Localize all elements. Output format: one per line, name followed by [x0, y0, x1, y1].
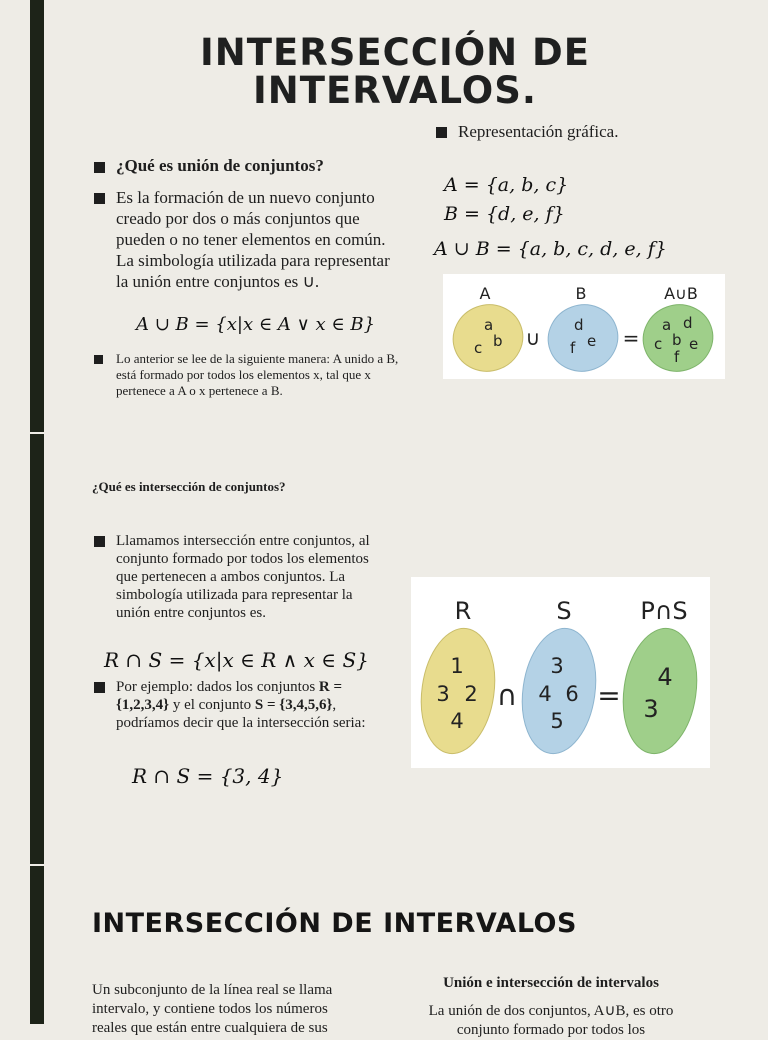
intersection-question: ¿Qué es intersección de conjuntos? — [92, 479, 286, 494]
element: a — [662, 316, 672, 334]
element: 6 — [565, 682, 579, 706]
element: b — [672, 331, 682, 349]
label-r: R — [454, 597, 472, 625]
element: d — [683, 314, 693, 332]
element: e — [689, 335, 699, 353]
bullet-icon — [94, 355, 103, 364]
bullet-icon — [94, 536, 105, 547]
intersection-definition: Llamamos intersección entre conjuntos, al conjunto formado por todos los elementos que pertenecen a ambos conjuntos. La simbología utilizada para representar la unión entre conjuntos es. — [116, 533, 370, 621]
element: 4 — [450, 709, 464, 733]
label-s: S — [556, 597, 572, 625]
bullet-icon — [94, 162, 105, 173]
element: c — [474, 339, 483, 357]
section-title: INTERSECCIÓN DE INTERVALOS — [92, 908, 577, 939]
element: 3 — [643, 695, 659, 723]
set-a-formula: A = {a, b, c} — [444, 174, 569, 196]
intervals-right-text: La unión de dos conjuntos, A∪B, es otro conjunto formado por todos los — [428, 1003, 674, 1038]
set-b-formula: B = {d, e, f} — [444, 203, 565, 225]
graphic-label: Representación gráfica. — [458, 122, 619, 141]
intervals-right-heading: Unión e intersección de intervalos — [443, 975, 659, 991]
intersection-result-ellipse — [616, 624, 705, 759]
intersection-result-formula: R ∩ S = {3, 4} — [132, 764, 284, 788]
example-set-s: S = {3,4,5,6} — [254, 697, 333, 713]
intervals-left-text: Un subconjunto de la línea real se llama intervalo, y contiene todos los números reales que están entre cualquiera de sus — [92, 982, 333, 1036]
equals-sign: = — [597, 679, 621, 712]
union-operator: ∪ — [525, 326, 541, 350]
venn-intersection-svg — [411, 577, 710, 768]
element: 2 — [464, 682, 478, 706]
bullet-icon — [436, 127, 447, 138]
element: f — [570, 339, 576, 357]
set-r-ellipse — [414, 624, 503, 759]
union-question: ¿Qué es unión de conjuntos? — [116, 156, 324, 175]
element: e — [587, 332, 597, 350]
element: c — [654, 335, 663, 353]
element: 3 — [550, 654, 564, 678]
intersection-example — [116, 678, 366, 732]
label-b: B — [575, 284, 587, 303]
element: a — [484, 316, 494, 334]
label-a: A — [479, 284, 491, 303]
element: f — [674, 348, 680, 366]
example-mid: y el conjunto — [169, 697, 255, 713]
bullet-icon — [94, 682, 105, 693]
union-reading: Lo anterior se lee de la siguiente manera: A unido a B, está formado por todos los elementos x, tal que x pertenece a A o x pertenece a B. — [116, 351, 399, 398]
venn-union-svg — [443, 274, 725, 379]
set-b-ellipse — [539, 295, 627, 381]
label-intersection-result: P∩S — [640, 597, 688, 625]
element: 5 — [550, 709, 564, 733]
element: d — [574, 316, 584, 334]
set-s-ellipse — [515, 624, 604, 759]
intersection-operator: ∩ — [496, 679, 518, 712]
page-title: INTERSECCIÓN DE INTERVALOS. — [199, 31, 591, 112]
example-set-r: R = {1,2,3,4} — [116, 679, 343, 713]
venn-union-diagram — [443, 274, 725, 379]
element: 1 — [450, 654, 464, 678]
element: 4 — [657, 663, 673, 691]
venn-intersection-diagram — [411, 577, 710, 768]
union-definition: Es la formación de un nuevo conjunto creado por dos o más conjuntos que pueden o no tener elementos en común. La simbología utilizada para representar la unión entre conjuntos es ∪. — [116, 188, 390, 291]
equals-sign: = — [622, 326, 640, 350]
set-a-ellipse — [444, 295, 532, 381]
left-accent-bar-1 — [30, 0, 44, 432]
example-suffix: , podríamos decir que la intersección seria: — [116, 697, 366, 731]
element: 4 — [538, 682, 552, 706]
union-formula: A ∪ B = {x|x ∈ A ∨ x ∈ B} — [136, 314, 376, 335]
left-accent-bar-2 — [30, 434, 44, 864]
left-accent-bar-3 — [30, 866, 44, 1024]
bullet-icon — [94, 193, 105, 204]
label-union-result: A∪B — [664, 284, 698, 303]
element: b — [493, 332, 503, 350]
example-prefix: Por ejemplo: dados los conjuntos — [116, 679, 319, 695]
union-result-formula: A ∪ B = {a, b, c, d, e, f} — [434, 238, 667, 260]
element: 3 — [436, 682, 450, 706]
intersection-formula: R ∩ S = {x|x ∈ R ∧ x ∈ S} — [104, 648, 369, 672]
